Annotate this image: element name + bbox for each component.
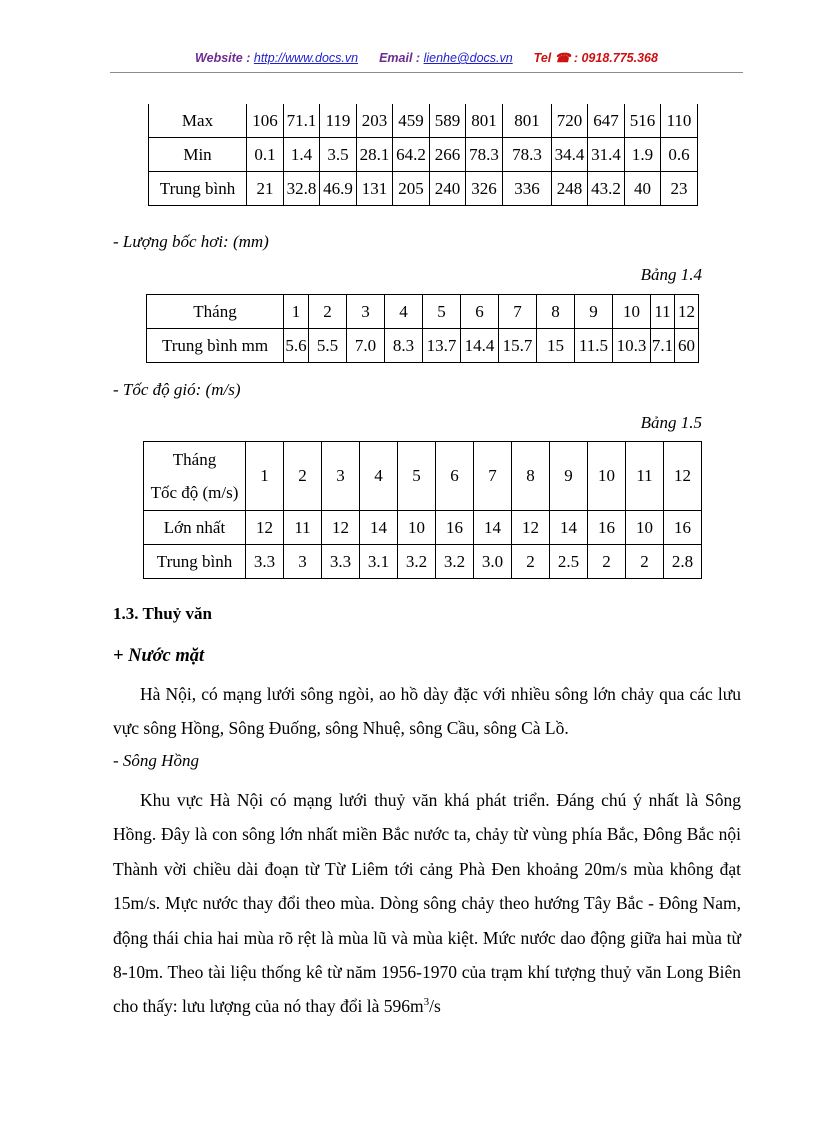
table-cell: 60 [675, 329, 699, 363]
table-cell: 131 [357, 172, 393, 206]
month-cell: 6 [461, 295, 499, 329]
wind-header-speed: Tốc độ (m/s) [150, 483, 239, 502]
table-cell: 10 [626, 511, 664, 545]
table-cell: 801 [466, 104, 503, 138]
month-cell: 9 [575, 295, 613, 329]
table-cell: 15 [537, 329, 575, 363]
table-cell: 203 [357, 104, 393, 138]
month-cell: 2 [309, 295, 347, 329]
surface-water-subheading: + Nước mặt [113, 646, 205, 666]
month-cell: 2 [284, 442, 322, 511]
wind-max-row [144, 511, 702, 545]
table-cell: 205 [393, 172, 430, 206]
wind-avg-row [144, 545, 702, 579]
month-cell: 8 [537, 295, 575, 329]
month-cell: 7 [499, 295, 537, 329]
tel-value: : 0918.775.368 [573, 51, 658, 65]
table-cell: 23 [661, 172, 698, 206]
evap-value-row [147, 329, 699, 363]
table-cell: 10.3 [613, 329, 651, 363]
tel-label: Tel [533, 51, 552, 65]
month-cell: 5 [398, 442, 436, 511]
section-heading: 1.3. Thuỷ văn [113, 604, 212, 623]
table-cell: 3.2 [436, 545, 474, 579]
table-cell: 459 [393, 104, 430, 138]
table-cell: 3.2 [398, 545, 436, 579]
month-cell: 6 [436, 442, 474, 511]
month-cell: 10 [613, 295, 651, 329]
table-cell: 71.1 [284, 104, 320, 138]
table-cell: 336 [503, 172, 552, 206]
song-hong-heading: - Sông Hồng [113, 751, 199, 770]
table-cell: 12 [322, 511, 360, 545]
table-cell: 119 [320, 104, 357, 138]
row-label: Trung bình [144, 545, 246, 579]
table-cell: 3.0 [474, 545, 512, 579]
song-hong-paragraph [113, 783, 741, 1024]
table-cell: 2.5 [550, 545, 588, 579]
table-cell: 43.2 [588, 172, 625, 206]
song-hong-text: Khu vực Hà Nội có mạng lưới thuỷ văn khá phát triển. Đáng chú ý nhất là Sông Hồng. Đây là con sông lớn nhất miền Bắc nước ta, chảy từ vùng phía Bắc, Đông Bắc nội Thành vời chiều dài đoạn từ Từ Liêm tới cảng Phà Đen khoảng 20m/s mùa không đạt 15m/s. Mực nước thay đổi theo mùa. Dòng sông chảy theo hướng Tây Bắc - Đông Nam, động thái chia hai mùa rõ rệt là mùa lũ và mùa kiệt. Mức nước dao động giữa hai mùa từ 8-10m. Theo tài liệu thống kê từ năm 1956-1970 của trạm khí tượng thuỷ văn Long Biên cho thấy: lưu lượng của nó thay đổi là 596m [113, 790, 741, 1017]
email-label: Email [379, 51, 413, 65]
table-cell: 3.3 [246, 545, 284, 579]
table-cell: 7.0 [347, 329, 385, 363]
table-cell: 647 [588, 104, 625, 138]
month-cell: 9 [550, 442, 588, 511]
table-cell: 14.4 [461, 329, 499, 363]
table-cell: 3 [284, 545, 322, 579]
table-cell: 21 [247, 172, 284, 206]
month-cell: 11 [626, 442, 664, 511]
evap-header-row [147, 295, 699, 329]
month-cell: 10 [588, 442, 626, 511]
table-cell: 12 [512, 511, 550, 545]
month-cell: 12 [675, 295, 699, 329]
table-cell: 2 [626, 545, 664, 579]
table-cell: 1.9 [625, 138, 661, 172]
wind-table [143, 441, 702, 579]
table-cell: 64.2 [393, 138, 430, 172]
table-cell: 326 [466, 172, 503, 206]
table-cell: 12 [246, 511, 284, 545]
wind-caption: - Tốc độ gió: (m/s) [113, 380, 241, 399]
row-label: Trung bình mm [147, 329, 284, 363]
table-cell: 5.6 [284, 329, 309, 363]
table-row [149, 138, 698, 172]
table-cell: 0.6 [661, 138, 698, 172]
table-cell: 28.1 [357, 138, 393, 172]
table-cell: 14 [550, 511, 588, 545]
row-label: Max [149, 104, 247, 138]
month-cell: 1 [246, 442, 284, 511]
phone-icon: ☎ [554, 51, 571, 65]
table-cell: 7.1 [651, 329, 675, 363]
table-cell: 40 [625, 172, 661, 206]
row-label: Min [149, 138, 247, 172]
table-cell: 11 [284, 511, 322, 545]
table-cell: 266 [430, 138, 466, 172]
row-label: Trung bình [149, 172, 247, 206]
wind-header-row [144, 442, 702, 511]
table-1-5-label: Bảng 1.5 [640, 413, 702, 432]
month-cell: 3 [347, 295, 385, 329]
table-cell: 8.3 [385, 329, 423, 363]
month-cell: 7 [474, 442, 512, 511]
table-cell: 589 [430, 104, 466, 138]
evaporation-table [146, 294, 699, 363]
table-row [149, 172, 698, 206]
month-cell: 4 [360, 442, 398, 511]
table-cell: 16 [664, 511, 702, 545]
month-cell: 4 [385, 295, 423, 329]
table-cell: 5.5 [309, 329, 347, 363]
song-hong-tail: /s [429, 996, 441, 1017]
wind-header-month: Tháng [172, 450, 217, 469]
email-link[interactable]: lienhe@docs.vn [423, 51, 513, 65]
table-1-4-label: Bảng 1.4 [640, 265, 702, 284]
table-cell: 1.4 [284, 138, 320, 172]
table-cell: 32.8 [284, 172, 320, 206]
table-cell: 34.4 [552, 138, 588, 172]
table-cell: 3.5 [320, 138, 357, 172]
table-cell: 2 [512, 545, 550, 579]
table-cell: 11.5 [575, 329, 613, 363]
month-cell: 12 [664, 442, 702, 511]
superscript-three: 3 [423, 996, 430, 1009]
website-link[interactable]: http://www.docs.vn [253, 51, 359, 65]
intro-paragraph: Hà Nội, có mạng lưới sông ngòi, ao hồ dày đặc với nhiều sông lớn chảy qua các lưu vực sông Hồng, Sông Đuống, sông Nhuệ, sông Cầu, sông Cà Lồ. [113, 684, 741, 739]
table-cell: 10 [398, 511, 436, 545]
table-cell: 16 [588, 511, 626, 545]
table-cell: 14 [360, 511, 398, 545]
header-label: Tháng [147, 295, 284, 329]
table-cell: 110 [661, 104, 698, 138]
table-cell: 16 [436, 511, 474, 545]
month-cell: 5 [423, 295, 461, 329]
month-cell: 8 [512, 442, 550, 511]
rainfall-table [148, 104, 698, 206]
page-header [110, 50, 743, 73]
table-cell: 31.4 [588, 138, 625, 172]
month-cell: 3 [322, 442, 360, 511]
table-cell: 801 [503, 104, 552, 138]
row-label: Lớn nhất [144, 511, 246, 545]
table-cell: 106 [247, 104, 284, 138]
table-cell: 240 [430, 172, 466, 206]
table-row [149, 104, 698, 138]
table-cell: 248 [552, 172, 588, 206]
table-cell: 78.3 [466, 138, 503, 172]
table-cell: 46.9 [320, 172, 357, 206]
table-cell: 78.3 [503, 138, 552, 172]
month-cell: 11 [651, 295, 675, 329]
table-cell: 3.3 [322, 545, 360, 579]
email-separator: : [415, 51, 421, 65]
table-cell: 13.7 [423, 329, 461, 363]
table-cell: 516 [625, 104, 661, 138]
table-cell: 15.7 [499, 329, 537, 363]
wind-header-cell [144, 442, 246, 511]
evaporation-caption: - Lượng bốc hơi: (mm) [113, 232, 269, 251]
table-cell: 3.1 [360, 545, 398, 579]
table-cell: 14 [474, 511, 512, 545]
table-cell: 0.1 [247, 138, 284, 172]
month-cell: 1 [284, 295, 309, 329]
table-cell: 2 [588, 545, 626, 579]
table-cell: 720 [552, 104, 588, 138]
table-cell: 2.8 [664, 545, 702, 579]
website-label: Website : [195, 51, 251, 65]
